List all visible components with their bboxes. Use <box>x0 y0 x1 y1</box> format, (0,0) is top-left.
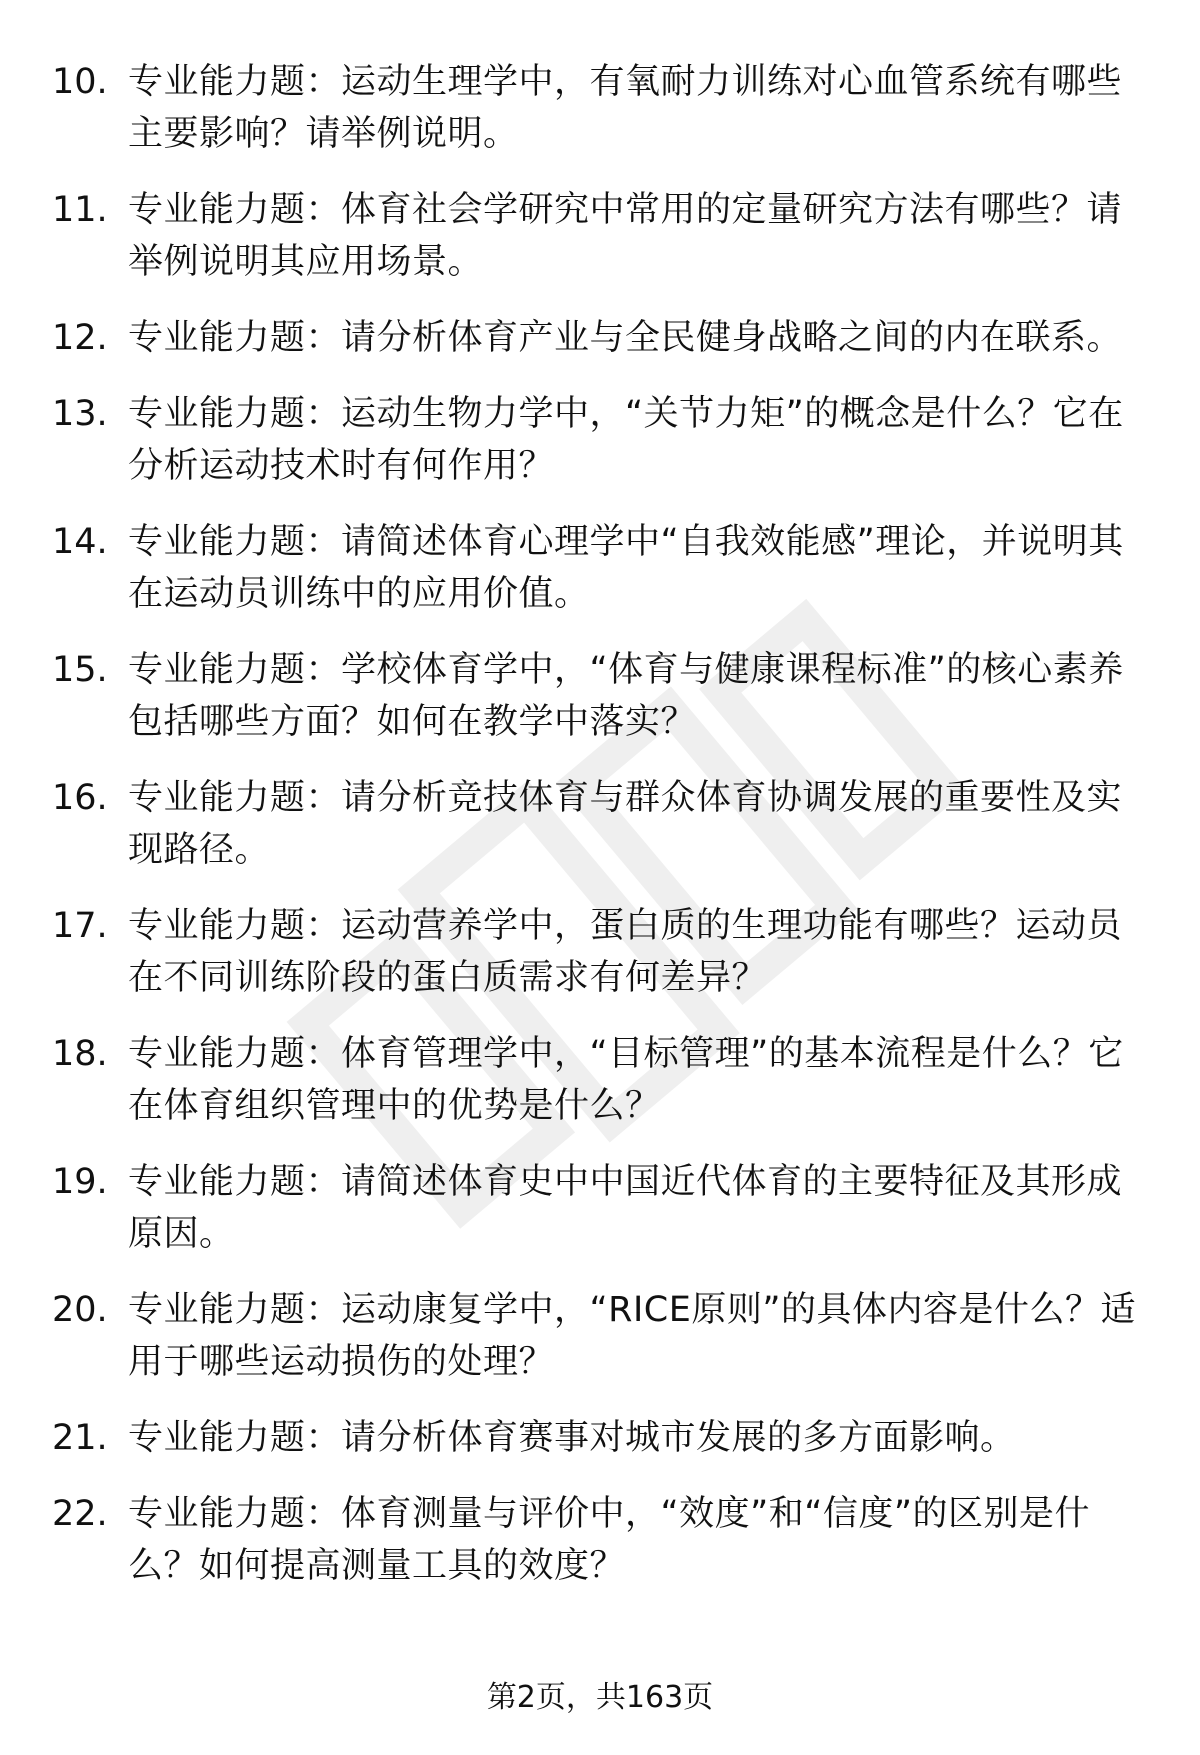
question-item <box>52 184 1142 288</box>
question-item <box>52 1488 1142 1592</box>
question-item <box>52 1156 1142 1260</box>
question-text: 专业能力题：请分析体育产业与全民健身战略之间的内在联系。 <box>128 318 1123 358</box>
question-text: 专业能力题：运动生理学中，有氧耐力训练对心血管系统有哪些主要影响？请举例说明。 <box>128 62 1123 154</box>
question-text: 专业能力题：请分析体育赛事对城市发展的多方面影响。 <box>128 1418 1016 1458</box>
question-number: 22. <box>52 1494 108 1534</box>
question-number: 17. <box>52 906 108 946</box>
question-number: 13. <box>52 394 108 434</box>
question-item <box>52 644 1142 748</box>
question-item <box>52 312 1142 364</box>
page-number-footer: 第2页，共163页 <box>486 1680 714 1715</box>
question-item <box>52 900 1142 1004</box>
question-item <box>52 1284 1142 1388</box>
question-text: 专业能力题：运动生物力学中，“关节力矩”的概念是什么？它在分析运动技术时有何作用？ <box>128 394 1124 486</box>
question-text: 专业能力题：请简述体育心理学中“自我效能感”理论，并说明其在运动员训练中的应用价值。 <box>128 522 1124 614</box>
question-number: 14. <box>52 522 108 562</box>
question-text: 专业能力题：体育测量与评价中，“效度”和“信度”的区别是什么？如何提高测量工具的效度？ <box>128 1494 1091 1586</box>
question-list <box>52 56 1142 1616</box>
question-text: 专业能力题：运动康复学中，“RICE原则”的具体内容是什么？适用于哪些运动损伤的处理？ <box>128 1290 1136 1382</box>
question-number: 18. <box>52 1034 108 1074</box>
question-item <box>52 1028 1142 1132</box>
question-number: 21. <box>52 1418 108 1458</box>
question-number: 15. <box>52 650 108 690</box>
question-text: 专业能力题：运动营养学中，蛋白质的生理功能有哪些？运动员在不同训练阶段的蛋白质需求有何差异？ <box>128 906 1123 998</box>
question-item <box>52 772 1142 876</box>
question-number: 19. <box>52 1162 108 1202</box>
question-item <box>52 1412 1142 1464</box>
question-text: 专业能力题：请分析竞技体育与群众体育协调发展的重要性及实现路径。 <box>128 778 1123 870</box>
question-number: 12. <box>52 318 108 358</box>
question-number: 11. <box>52 190 108 230</box>
question-number: 16. <box>52 778 108 818</box>
question-item <box>52 516 1142 620</box>
question-number: 20. <box>52 1290 108 1330</box>
question-text: 专业能力题：学校体育学中，“体育与健康课程标准”的核心素养包括哪些方面？如何在教学中落实？ <box>128 650 1124 742</box>
question-text: 专业能力题：体育管理学中，“目标管理”的基本流程是什么？它在体育组织管理中的优势是什么？ <box>128 1034 1124 1126</box>
question-text: 专业能力题：体育社会学研究中常用的定量研究方法有哪些？请举例说明其应用场景。 <box>128 190 1123 282</box>
question-item <box>52 56 1142 160</box>
question-text: 专业能力题：请简述体育史中中国近代体育的主要特征及其形成原因。 <box>128 1162 1123 1254</box>
question-number: 10. <box>52 62 108 102</box>
question-item <box>52 388 1142 492</box>
